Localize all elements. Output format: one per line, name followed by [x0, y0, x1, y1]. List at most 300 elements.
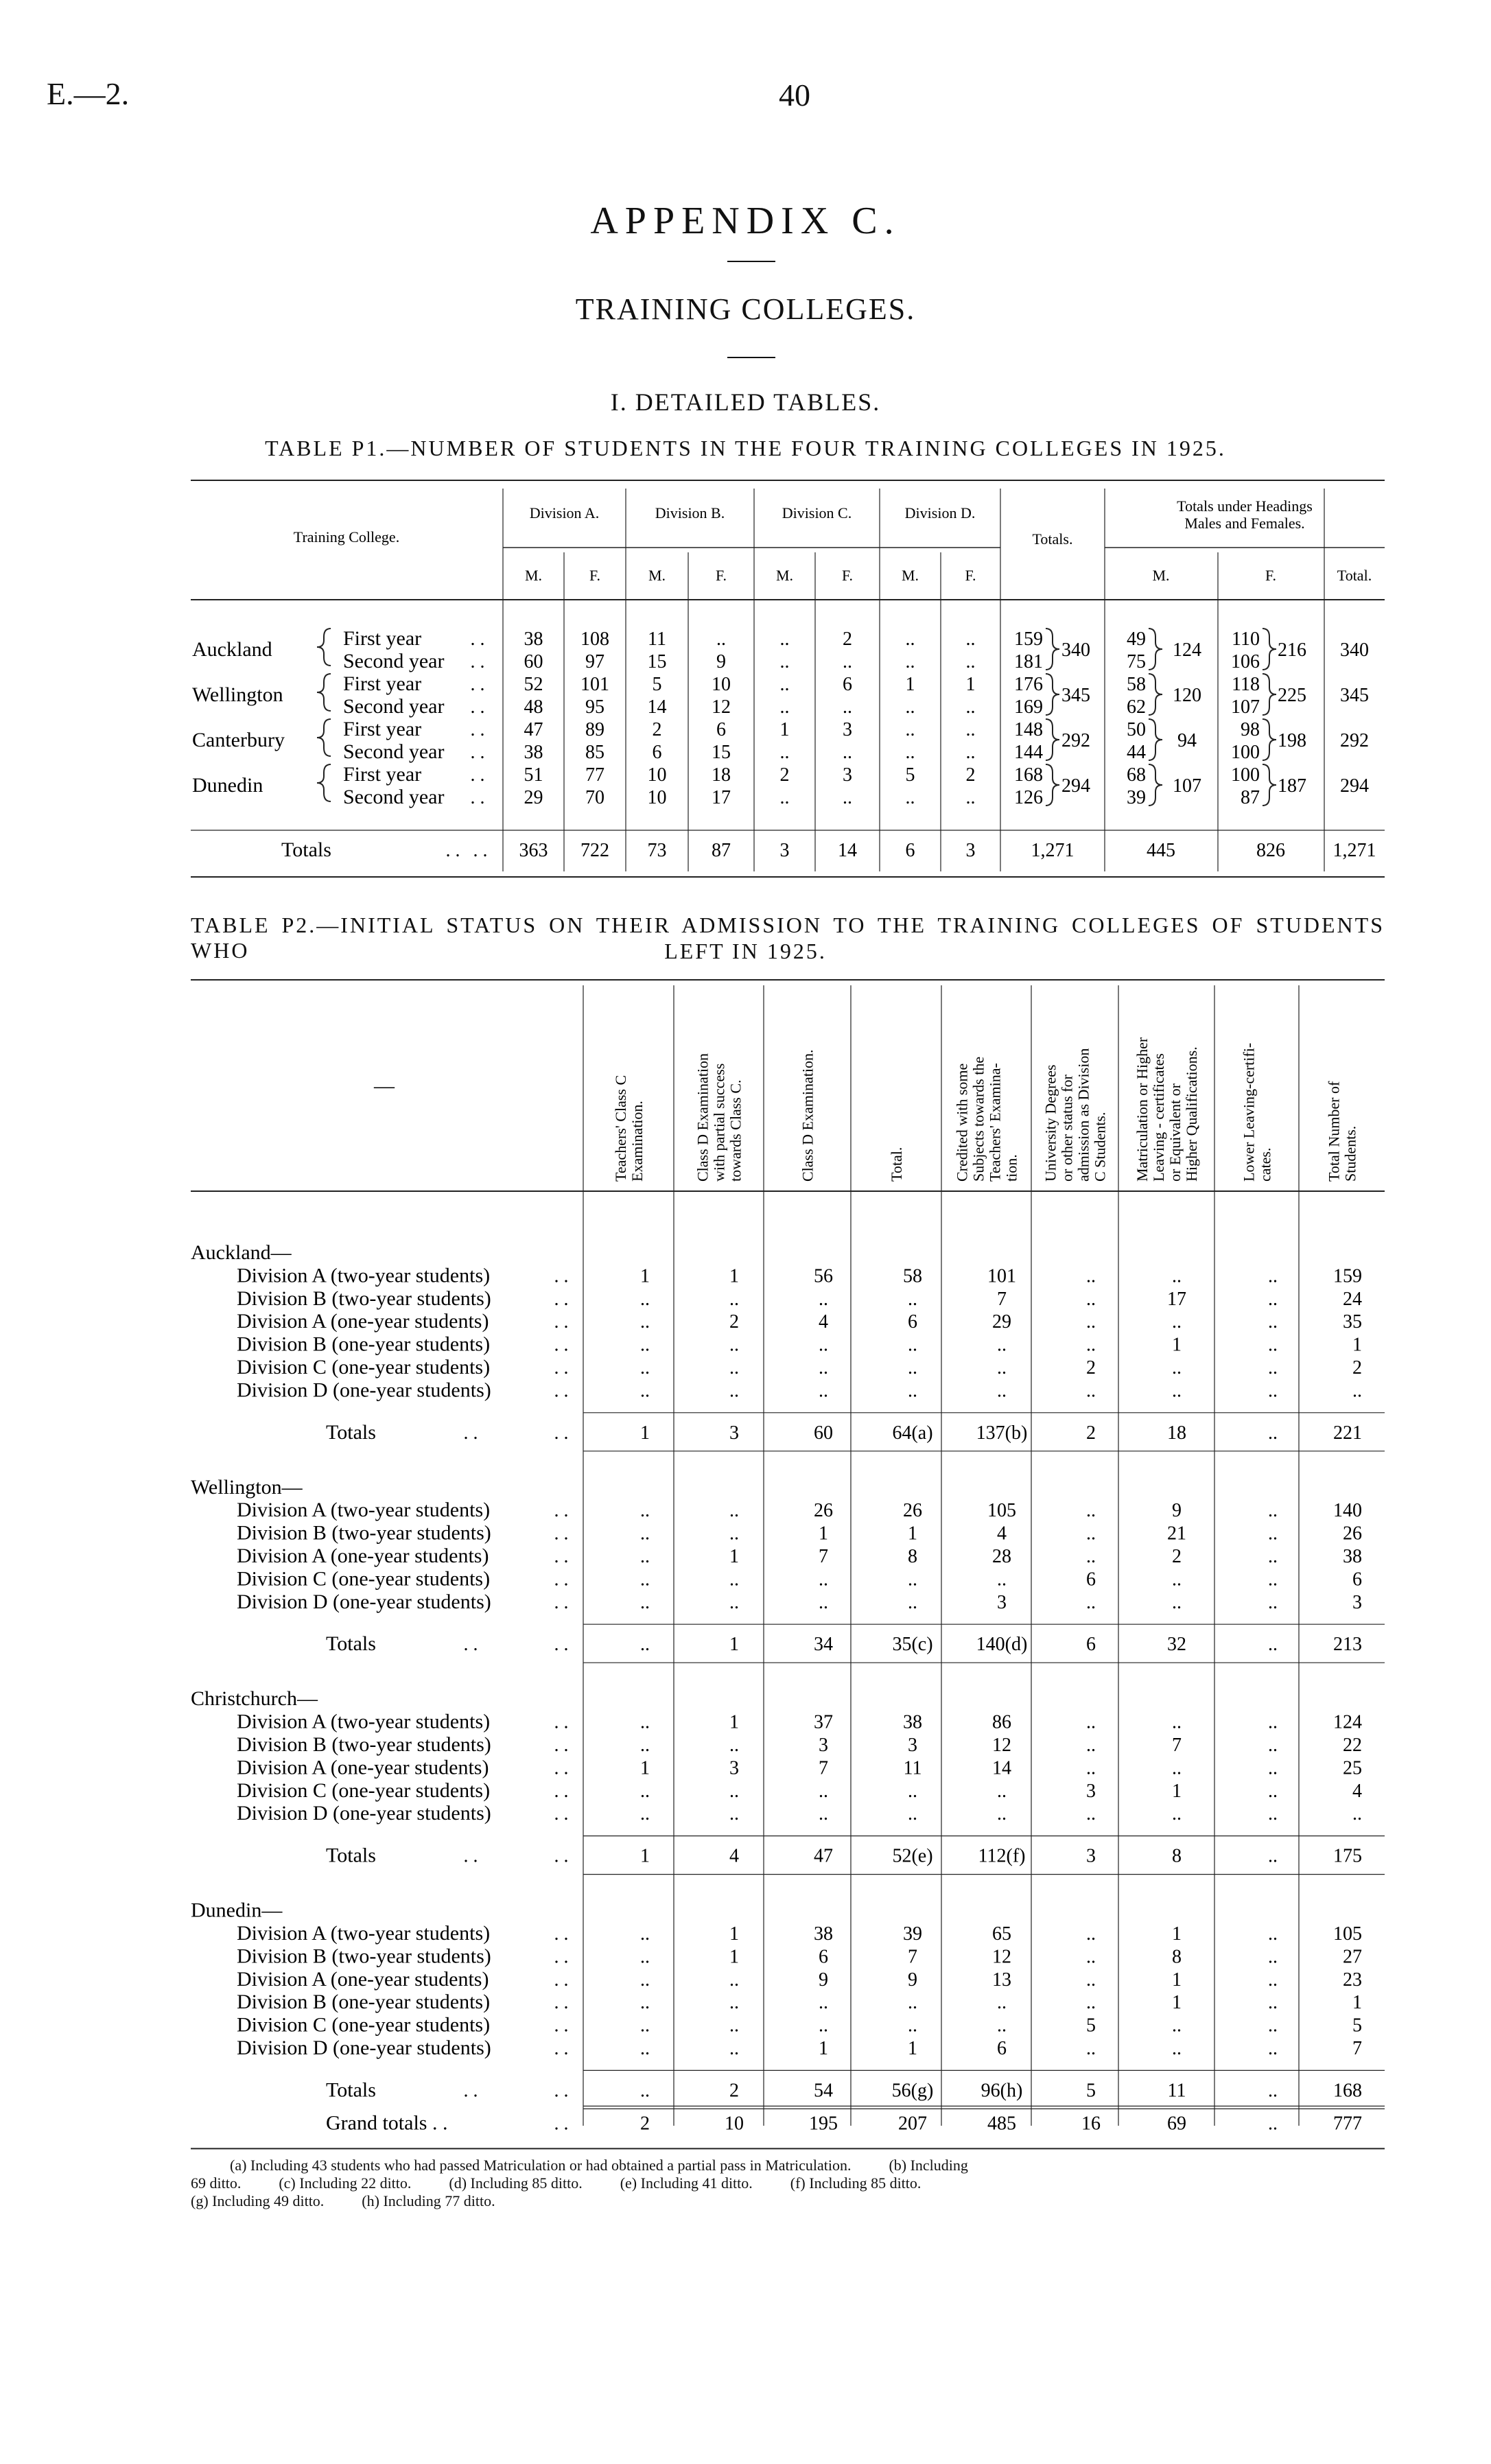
college-females-total: 216 — [1278, 640, 1306, 661]
table-cell: 77 — [585, 764, 604, 786]
table-cell: 105 — [1333, 1923, 1362, 1945]
table-cell: 3 — [729, 1757, 739, 1779]
division-label: Division B (one-year students) — [237, 1991, 491, 2014]
table-cell: 38 — [903, 1711, 922, 1733]
table-cell: .. — [1268, 1357, 1278, 1378]
table-p2-caption-cont: LEFT IN 1925. — [664, 939, 827, 963]
table-cell: 38 — [814, 1923, 833, 1945]
division-label: Division A (two-year students) — [237, 1710, 491, 1733]
table-cell: 1 — [729, 1265, 739, 1287]
totals-label: Totals — [326, 1632, 376, 1656]
table-cell: .. — [729, 1357, 739, 1378]
table-cell: 3 — [1352, 1591, 1362, 1613]
leader-dots: . . — [554, 1569, 569, 1591]
table-cell: .. — [1086, 1969, 1096, 1991]
leader-dots: . . — [445, 840, 460, 861]
table-cell: 1 — [1172, 1992, 1182, 2014]
males-cell: 44 — [1127, 742, 1146, 763]
table-cell: .. — [640, 1780, 650, 1802]
table-cell: 1 — [729, 1546, 739, 1567]
table-cell: 26 — [814, 1500, 833, 1522]
table-cell: 6 — [997, 2038, 1007, 2059]
leader-dots: . . — [554, 1334, 569, 1356]
college-females-total: 187 — [1278, 775, 1306, 797]
header-training-college: Training College. — [293, 528, 400, 545]
table-cell: .. — [640, 1803, 650, 1825]
leader-dots: . . — [470, 719, 485, 740]
leader-dots: . . — [554, 2113, 569, 2135]
table-cell: 7 — [819, 1546, 828, 1567]
table-cell: 6 — [716, 719, 726, 740]
college-name: Dunedin — [192, 774, 263, 797]
leader-dots: . . — [463, 2080, 478, 2102]
table-cell: 124 — [1333, 1711, 1362, 1733]
page-reference: E.—2. — [47, 76, 130, 111]
table-cell: 26 — [1343, 1523, 1362, 1545]
table-cell: 1 — [819, 2038, 828, 2059]
leader-dots: . . — [473, 840, 488, 861]
column-header: towards Class C. — [727, 1079, 744, 1182]
table-cell: 140 — [1333, 1500, 1362, 1522]
table-cell: 6 — [1352, 1569, 1362, 1591]
header-total: Total. — [1337, 567, 1372, 584]
column-header: Higher Qualifications. — [1183, 1046, 1200, 1182]
table-cell: 34 — [814, 1634, 833, 1656]
column-header: or other status for — [1058, 1075, 1076, 1182]
table-cell: 51 — [524, 764, 543, 786]
table-cell: .. — [905, 742, 915, 763]
table-cell: .. — [640, 1711, 650, 1733]
table-cell: 3 — [1086, 1780, 1096, 1802]
college-grand-total: 292 — [1340, 730, 1369, 751]
leader-dots: . . — [554, 1845, 569, 1867]
table-cell: 1 — [640, 1265, 650, 1287]
table-cell: 26 — [903, 1500, 922, 1522]
table-cell: 4 — [997, 1523, 1007, 1545]
college-name: Wellington — [192, 683, 283, 706]
table-cell: .. — [908, 1803, 917, 1825]
table-cell: .. — [729, 1992, 739, 2014]
table-cell: .. — [1352, 1803, 1362, 1825]
table-cell: 8 — [1172, 1845, 1182, 1867]
college-group-name: Dunedin— — [191, 1899, 283, 1922]
column-header: Total. — [888, 1147, 905, 1182]
table-cell: .. — [997, 1357, 1007, 1378]
table-cell: 73 — [647, 840, 667, 861]
table-cell: 12 — [992, 1735, 1011, 1756]
leader-dots: . . — [554, 2080, 569, 2102]
table-cell: .. — [1268, 1992, 1278, 2014]
table-cell: .. — [1172, 1803, 1182, 1825]
table-cell: .. — [1268, 1569, 1278, 1591]
table-cell: .. — [908, 1992, 917, 2014]
table-cell: .. — [908, 1288, 917, 1310]
column-header: Subjects towards the — [970, 1056, 987, 1182]
table-cell: 13 — [992, 1969, 1011, 1991]
table-cell: 10 — [712, 674, 731, 695]
year-label: First year — [343, 718, 422, 740]
table-cell: 2 — [729, 1311, 739, 1333]
table-cell: .. — [965, 742, 976, 763]
table-cell: .. — [819, 1357, 828, 1378]
page-number: 40 — [779, 78, 810, 113]
totals-label: Totals — [326, 1420, 376, 1444]
leader-dots: . . — [554, 1288, 569, 1310]
leader-dots: . . — [554, 1969, 569, 1991]
header-m: M. — [1152, 567, 1170, 584]
year-label: First year — [343, 763, 422, 786]
totals-cell: 1,271 — [1031, 840, 1075, 861]
appendix-title: APPENDIX C. — [590, 200, 901, 242]
table-cell: .. — [997, 2015, 1007, 2037]
leader-dots: . . — [554, 1634, 569, 1656]
footnote-line: (g) Including 49 ditto. (h) Including 77 ditto. — [191, 2192, 495, 2209]
table-cell: 11 — [903, 1757, 922, 1779]
table-cell: .. — [819, 1569, 828, 1591]
table-cell: 168 — [1333, 2080, 1362, 2102]
table-cell: 3 — [1086, 1845, 1096, 1867]
females-cell: 110 — [1232, 629, 1260, 650]
division-label: Division B (two-year students) — [237, 1945, 491, 1968]
table-cell: .. — [1268, 1845, 1278, 1867]
college-males-total: 124 — [1173, 640, 1201, 661]
table-cell: .. — [1268, 2080, 1278, 2102]
leader-dots: . . — [554, 1780, 569, 1802]
table-cell: 2 — [1172, 1546, 1182, 1567]
table-cell: .. — [1086, 1380, 1096, 1402]
table-cell: 137(b) — [976, 1422, 1028, 1444]
table-cell: 15 — [712, 742, 731, 763]
table-cell: .. — [640, 1311, 650, 1333]
header-m-f: F. — [716, 567, 727, 584]
table-cell: 1 — [1352, 1334, 1362, 1356]
table-cell: 777 — [1333, 2113, 1362, 2135]
leader-dots: . . — [554, 1357, 569, 1378]
leader-dots: . . — [554, 1923, 569, 1945]
college-males-total: 107 — [1173, 775, 1201, 797]
table-cell: .. — [1172, 1311, 1182, 1333]
table-cell: 37 — [814, 1711, 833, 1733]
table-cell: 221 — [1333, 1422, 1362, 1444]
division-label: Division C (one-year students) — [237, 1356, 491, 1378]
table-cell: 1 — [640, 1845, 650, 1867]
division-label: Division A (two-year students) — [237, 1499, 491, 1522]
table-cell: 8 — [908, 1546, 917, 1567]
table-cell: .. — [729, 1803, 739, 1825]
table-cell: 3 — [908, 1735, 917, 1756]
column-header: Credited with some — [953, 1063, 971, 1182]
table-cell: .. — [1352, 1380, 1362, 1402]
table-cell: 722 — [580, 840, 609, 861]
table-cell: 29 — [992, 1311, 1011, 1333]
table-cell: .. — [908, 1569, 917, 1591]
table-cell: .. — [1172, 1357, 1182, 1378]
table-cell: 17 — [1167, 1288, 1186, 1310]
table-cell: 7 — [1172, 1735, 1182, 1756]
table-cell: .. — [1172, 1569, 1182, 1591]
table-cell: .. — [819, 1334, 828, 1356]
leader-dots: . . — [554, 1500, 569, 1522]
table-cell: 140(d) — [976, 1634, 1028, 1656]
table-cell: .. — [905, 787, 915, 808]
table-cell: .. — [1172, 1591, 1182, 1613]
table-cell: .. — [640, 1569, 650, 1591]
totals-cell: 181 — [1014, 651, 1043, 672]
table-cell: .. — [1268, 1546, 1278, 1567]
table-cell: .. — [997, 1334, 1007, 1356]
table-cell: 1 — [1352, 1992, 1362, 2014]
section-title: TRAINING COLLEGES. — [575, 292, 916, 326]
column-header: Class D Examination. — [799, 1049, 817, 1182]
table-cell: 5 — [652, 674, 662, 695]
year-label: First year — [343, 672, 422, 695]
table-cell: .. — [640, 1634, 650, 1656]
table-cell: 1 — [908, 2038, 917, 2059]
table-cell: .. — [908, 1334, 917, 1356]
table-cell: 2 — [779, 764, 790, 786]
leader-dots: . . — [554, 2038, 569, 2059]
table-cell: 1 — [1172, 1969, 1182, 1991]
table-cell: 47 — [524, 719, 543, 740]
leader-dots: . . — [470, 787, 485, 808]
stub-header-dash: — — [374, 1075, 395, 1097]
table-cell: 2 — [640, 2113, 650, 2135]
table-cell: 10 — [647, 787, 667, 808]
table-cell: 2 — [1086, 1422, 1096, 1444]
table-cell: 5 — [905, 764, 915, 786]
table-cell: .. — [1268, 2038, 1278, 2059]
leader-dots: . . — [470, 742, 485, 763]
table-cell: .. — [1268, 1969, 1278, 1991]
table-cell: .. — [1268, 1380, 1278, 1402]
table-cell: .. — [1086, 1992, 1096, 2014]
table-cell: 1 — [640, 1422, 650, 1444]
table-p2-caption: TABLE P2.—INITIAL STATUS ON THEIR ADMISSION TO THE TRAINING COLLEGES OF STUDENTS WHO — [191, 913, 1385, 963]
college-total: 292 — [1061, 730, 1090, 751]
division-label: Division A (one-year students) — [237, 1756, 489, 1779]
table-cell: .. — [1268, 2113, 1278, 2135]
table-cell: 8 — [1172, 1946, 1182, 1968]
table-cell: 7 — [1352, 2038, 1362, 2059]
division-label: Division D (one-year students) — [237, 1378, 491, 1402]
totals-cell: 159 — [1014, 629, 1043, 650]
table-cell: .. — [640, 1334, 650, 1356]
footnote-line: 69 ditto. (c) Including 22 ditto. (d) Including 85 ditto. (e) Including 41 ditto. (f) Including 85 ditto. — [191, 2174, 921, 2192]
table-cell: 9 — [716, 651, 726, 672]
table-cell: .. — [843, 696, 852, 718]
table-cell: .. — [640, 2038, 650, 2059]
leader-dots: . . — [463, 1845, 478, 1867]
table-cell: 6 — [1086, 1569, 1096, 1591]
leader-dots: . . — [554, 1523, 569, 1545]
females-cell: 100 — [1231, 742, 1260, 763]
college-females-total: 198 — [1278, 730, 1306, 751]
table-cell: .. — [1086, 1546, 1096, 1567]
table-cell: 1 — [905, 674, 915, 695]
division-label: Division A (two-year students) — [237, 1922, 491, 1945]
column-header: Teachers' Examina- — [986, 1063, 1004, 1182]
header-m-f: M. — [901, 567, 919, 584]
table-cell: .. — [965, 696, 976, 718]
leader-dots: . . — [554, 1591, 569, 1613]
table-cell: .. — [1268, 1634, 1278, 1656]
leader-dots: . . — [554, 1546, 569, 1567]
table-cell: 32 — [1167, 1634, 1186, 1656]
college-males-total: 94 — [1177, 730, 1197, 751]
males-cell: 75 — [1127, 651, 1146, 672]
table-cell: 3 — [843, 764, 852, 786]
table-cell: 159 — [1333, 1265, 1362, 1287]
leader-dots: . . — [470, 696, 485, 718]
leader-dots: . . — [554, 1735, 569, 1756]
table-cell: 70 — [585, 787, 604, 808]
year-label: Second year — [343, 740, 445, 763]
table-cell: .. — [640, 1946, 650, 1968]
table-cell: .. — [640, 1500, 650, 1522]
table-cell: 6 — [908, 1311, 917, 1333]
table-cell: .. — [779, 651, 790, 672]
leader-dots: . . — [554, 1265, 569, 1287]
table-cell: 16 — [1081, 2113, 1101, 2135]
leader-dots: . . — [554, 1803, 569, 1825]
table-cell: .. — [729, 1780, 739, 1802]
leader-dots: . . — [470, 674, 485, 695]
division-label: Division A (two-year students) — [237, 1264, 491, 1287]
column-header: Leaving - certificates — [1150, 1053, 1167, 1182]
table-cell: .. — [779, 787, 790, 808]
table-cell: .. — [1086, 1334, 1096, 1356]
table-cell: .. — [729, 1523, 739, 1545]
column-header: Class D Examination — [694, 1053, 712, 1182]
table-cell: 39 — [903, 1923, 922, 1945]
division-label: Division A (one-year students) — [237, 1310, 489, 1333]
division-label: Division A (one-year students) — [237, 1967, 489, 1991]
college-group-name: Christchurch— — [191, 1687, 318, 1711]
table-cell: .. — [1268, 1500, 1278, 1522]
division-label: Division D (one-year students) — [237, 1802, 491, 1825]
table-cell: .. — [1086, 1946, 1096, 1968]
table-cell: .. — [640, 1969, 650, 1991]
totals-label: Totals — [281, 838, 331, 861]
table-cell: 3 — [997, 1591, 1007, 1613]
column-header: or Equivalent or — [1166, 1083, 1184, 1182]
table-cell: 2 — [1352, 1357, 1362, 1378]
header-m-f: M. — [648, 567, 666, 584]
table-cell: 5 — [1352, 2015, 1362, 2037]
college-males-total: 120 — [1173, 685, 1201, 706]
column-header: Total Number of — [1325, 1081, 1343, 1182]
table-cell: .. — [1172, 1757, 1182, 1779]
table-cell: 3 — [729, 1422, 739, 1444]
table-cell: .. — [908, 1380, 917, 1402]
column-header: tion. — [1002, 1154, 1020, 1182]
table-cell: 12 — [992, 1946, 1011, 1968]
table-cell: .. — [965, 629, 976, 650]
table-cell: 10 — [647, 764, 667, 786]
table-cell: .. — [819, 1591, 828, 1613]
table-cell: 89 — [585, 719, 604, 740]
table-cell: 2 — [843, 629, 852, 650]
table-cell: 38 — [524, 742, 543, 763]
college-total: 294 — [1061, 775, 1090, 797]
table-cell: .. — [1086, 1311, 1096, 1333]
division-label: Division B (two-year students) — [237, 1521, 491, 1545]
totals-cell: 445 — [1147, 840, 1175, 861]
table-cell: 2 — [1086, 1357, 1096, 1378]
table-cell: 85 — [585, 742, 604, 763]
header-m-f: M. — [775, 567, 794, 584]
table-cell: .. — [729, 1380, 739, 1402]
table-cell: 2 — [729, 2080, 739, 2102]
table-cell: 1 — [640, 1757, 650, 1779]
table-cell: 69 — [1167, 2113, 1186, 2135]
table-cell: 5 — [1086, 2080, 1096, 2102]
table-cell: .. — [997, 1992, 1007, 2014]
college-group-name: Wellington— — [191, 1475, 303, 1499]
table-cell: .. — [729, 1288, 739, 1310]
females-cell: 87 — [1241, 787, 1260, 808]
table-cell: .. — [997, 1569, 1007, 1591]
table-cell: .. — [640, 1591, 650, 1613]
table-cell: .. — [640, 2015, 650, 2037]
table-cell: 96(h) — [981, 2080, 1023, 2102]
college-name: Auckland — [192, 638, 272, 661]
table-p1-caption: TABLE P1.—NUMBER OF STUDENTS IN THE FOUR TRAINING COLLEGES IN 1925. — [265, 436, 1226, 460]
table-cell: 29 — [524, 787, 543, 808]
females-cell: 98 — [1241, 719, 1260, 740]
table-cell: 15 — [647, 651, 667, 672]
table-cell: .. — [819, 2015, 828, 2037]
totals-cell: 169 — [1014, 696, 1043, 718]
females-cell: 106 — [1231, 651, 1260, 672]
leader-dots: . . — [470, 651, 485, 672]
table-cell: 6 — [819, 1946, 828, 1968]
table-cell: .. — [1086, 1500, 1096, 1522]
table-cell: 38 — [524, 629, 543, 650]
table-cell: 6 — [1086, 1634, 1096, 1656]
table-cell: 52(e) — [892, 1845, 933, 1867]
leader-dots: . . — [554, 1992, 569, 2014]
table-cell: 35 — [1343, 1311, 1362, 1333]
table-cell: .. — [779, 629, 790, 650]
table-cell: .. — [779, 674, 790, 695]
table-cell: .. — [1086, 1803, 1096, 1825]
table-cell: 38 — [1343, 1546, 1362, 1567]
table-cell: .. — [1172, 2038, 1182, 2059]
table-cell: 3 — [843, 719, 852, 740]
totals-label: Totals — [326, 1844, 376, 1867]
table-cell: .. — [819, 1288, 828, 1310]
table-cell: 485 — [987, 2113, 1016, 2135]
table-cell: .. — [1268, 1334, 1278, 1356]
table-cell: .. — [905, 696, 915, 718]
table-cell: 9 — [819, 1969, 828, 1991]
table-cell: 207 — [898, 2113, 927, 2135]
column-header: Students. — [1341, 1125, 1359, 1182]
header-m-f: M. — [524, 567, 543, 584]
table-cell: 1 — [965, 674, 976, 695]
college-females-total: 225 — [1278, 685, 1306, 706]
table-cell: 14 — [647, 696, 667, 718]
division-label: Division B (one-year students) — [237, 1333, 491, 1356]
females-cell: 107 — [1231, 696, 1260, 718]
table-cell: .. — [905, 651, 915, 672]
table-cell: 2 — [965, 764, 976, 786]
table-cell: 21 — [1167, 1523, 1186, 1545]
table-cell: 58 — [903, 1265, 922, 1287]
column-header: University Degrees — [1042, 1064, 1059, 1182]
table-cell: 108 — [580, 629, 609, 650]
